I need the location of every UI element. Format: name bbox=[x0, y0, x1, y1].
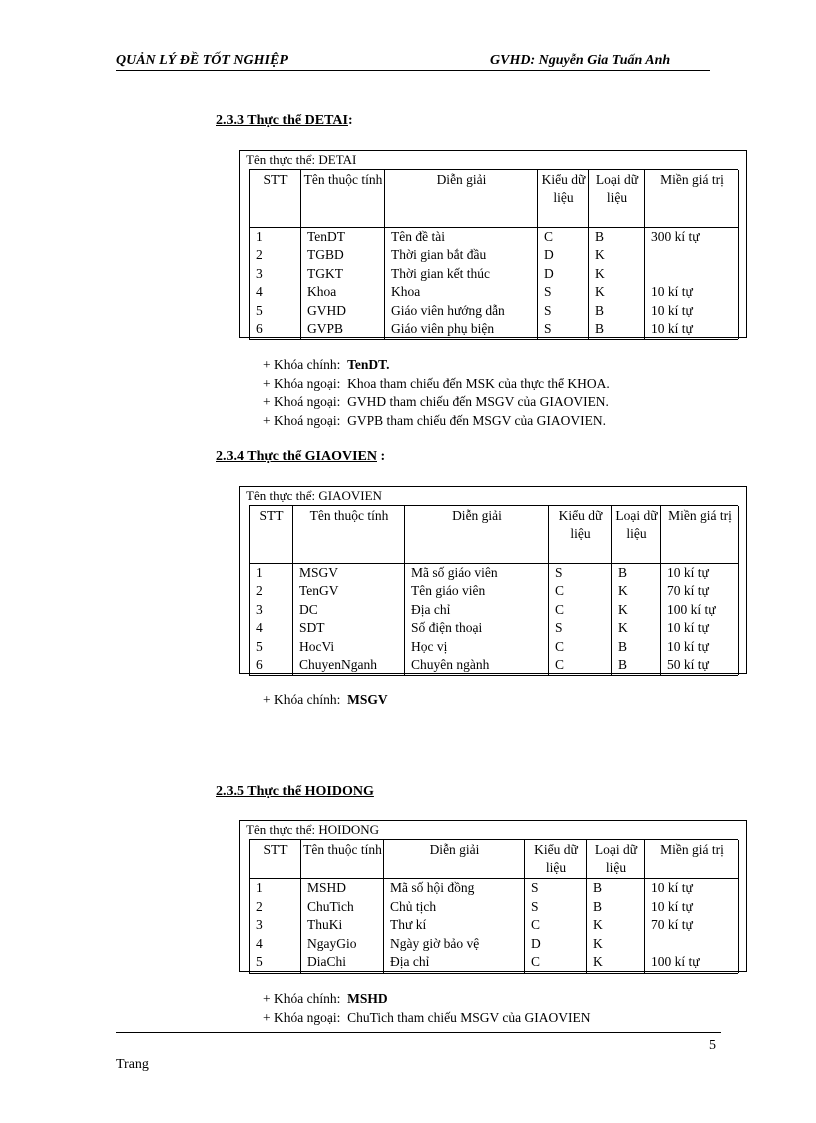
column-header-key-type: Loại dữ liệu bbox=[615, 508, 658, 541]
cell-key-type: K bbox=[595, 247, 605, 263]
attribute-table bbox=[249, 169, 738, 340]
cell-description: Ngày giờ bảo vệ bbox=[390, 935, 480, 951]
key-note-prefix: + Khóa chính: bbox=[263, 692, 348, 707]
cell-domain: 10 kí tự bbox=[651, 284, 693, 300]
cell-data-type: S bbox=[531, 898, 539, 914]
cell-key-type: K bbox=[595, 284, 605, 300]
column-header-attribute: Tên thuộc tính bbox=[303, 842, 382, 857]
column-divider bbox=[384, 170, 385, 339]
column-header-description: Diễn giải bbox=[429, 842, 480, 857]
key-note-prefix: + Khóa chính: bbox=[263, 991, 348, 1006]
cell-domain: 10 kí tự bbox=[651, 880, 693, 895]
section-title-text: 2.3.5 Thực thể HOIDONG bbox=[216, 784, 374, 799]
cell-domain: 10 kí tự bbox=[667, 565, 709, 580]
column-divider bbox=[738, 506, 739, 675]
key-note bbox=[263, 692, 388, 708]
cell-data-type: D bbox=[531, 935, 541, 951]
column-header-stt: STT bbox=[263, 842, 288, 857]
cell-data-type: S bbox=[544, 321, 552, 336]
cell-stt: 5 bbox=[256, 302, 263, 318]
key-note-text: GVPB tham chiếu đến MSGV của GIAOVIEN. bbox=[347, 412, 606, 428]
cell-domain: 70 kí tự bbox=[651, 917, 693, 933]
column-header-domain: Miền giá trị bbox=[660, 172, 724, 187]
cell-data-type: S bbox=[544, 302, 552, 318]
cell-key-type: B bbox=[595, 229, 605, 244]
cell-key-type: B bbox=[618, 638, 628, 654]
cell-data-type: C bbox=[555, 583, 565, 599]
header-title: QUẢN LÝ ĐỀ TỐT NGHIỆP bbox=[116, 53, 288, 68]
cell-domain: 100 kí tự bbox=[667, 601, 716, 617]
entity-name-label: Tên thực thể: HOIDONG bbox=[246, 822, 380, 837]
cell-description: Chủ tịch bbox=[390, 898, 437, 914]
cell-attribute: TenGV bbox=[299, 583, 339, 599]
column-header-key-type: Loại dữ liệu bbox=[595, 172, 639, 205]
cell-attribute: MSGV bbox=[299, 565, 339, 580]
cell-attribute: SDT bbox=[299, 620, 325, 636]
cell-description: Giáo viên hướng dẫn bbox=[391, 302, 505, 318]
cell-key-type: K bbox=[593, 935, 603, 951]
column-header-stt: STT bbox=[259, 508, 284, 523]
key-note-text: GVHD tham chiếu đến MSGV của GIAOVIEN. bbox=[347, 394, 609, 409]
cell-domain: 70 kí tự bbox=[667, 583, 709, 599]
cell-attribute: DiaChi bbox=[307, 954, 346, 970]
cell-stt: 5 bbox=[256, 954, 263, 970]
cell-domain: 50 kí tự bbox=[667, 657, 709, 672]
cell-data-type: S bbox=[555, 620, 563, 636]
column-divider bbox=[292, 506, 293, 675]
section-title-suffix: : bbox=[347, 113, 353, 128]
key-note-key: TenDT. bbox=[347, 357, 390, 372]
cell-stt: 6 bbox=[256, 657, 263, 672]
cell-attribute: TGBD bbox=[307, 247, 344, 263]
section-title bbox=[216, 784, 374, 800]
cell-domain: 100 kí tự bbox=[651, 954, 700, 970]
cell-description: Thời gian kết thúc bbox=[391, 265, 490, 281]
page-number: 5 bbox=[709, 1038, 716, 1053]
cell-stt: 3 bbox=[256, 917, 263, 933]
column-header-domain: Miền giá trị bbox=[660, 842, 724, 857]
cell-data-type: C bbox=[544, 229, 554, 244]
header-divider bbox=[116, 70, 710, 71]
cell-key-type: B bbox=[593, 880, 603, 895]
cell-stt: 3 bbox=[256, 265, 263, 281]
cell-domain: 10 kí tự bbox=[667, 620, 709, 636]
cell-stt: 5 bbox=[256, 638, 263, 654]
key-note-prefix: + Khóa ngoại: bbox=[263, 1009, 348, 1025]
cell-stt: 4 bbox=[256, 284, 263, 300]
cell-attribute: ChuyenNganh bbox=[299, 657, 377, 672]
cell-data-type: C bbox=[531, 954, 541, 970]
key-note-key: MSGV bbox=[347, 692, 388, 707]
cell-stt: 4 bbox=[256, 620, 263, 636]
cell-key-type: B bbox=[595, 302, 605, 318]
key-note-key: MSHD bbox=[347, 991, 388, 1006]
entity-name-label: Tên thực thể: DETAI bbox=[246, 152, 357, 167]
key-note-text: Khoa tham chiếu đến MSK của thực thể KHOA. bbox=[347, 375, 610, 391]
key-note-text: ChuTich tham chiếu MSGV của GIAOVIEN bbox=[347, 1009, 591, 1025]
cell-description: Địa chỉ bbox=[390, 954, 430, 970]
section-title-text: 2.3.3 Thực thể DETAI bbox=[216, 113, 348, 128]
entity-name-label: Tên thực thể: GIAOVIEN bbox=[246, 488, 382, 503]
column-header-key-type: Loại dữ liệu bbox=[594, 842, 638, 875]
cell-attribute: ThuKi bbox=[307, 917, 343, 933]
cell-attribute: TenDT bbox=[307, 229, 346, 244]
key-note-prefix: + Khóa ngoại: bbox=[263, 375, 348, 391]
cell-key-type: K bbox=[618, 620, 628, 636]
attribute-table bbox=[249, 505, 738, 676]
cell-stt: 2 bbox=[256, 583, 263, 599]
key-note bbox=[263, 1010, 590, 1026]
cell-attribute: HocVi bbox=[299, 638, 335, 654]
cell-domain: 300 kí tự bbox=[651, 229, 700, 244]
cell-key-type: K bbox=[595, 265, 605, 281]
column-divider bbox=[738, 170, 739, 339]
cell-data-type: C bbox=[531, 917, 541, 933]
key-note bbox=[263, 394, 609, 410]
cell-stt: 2 bbox=[256, 898, 263, 914]
cell-data-type: C bbox=[555, 601, 565, 617]
cell-domain: 10 kí tự bbox=[651, 898, 693, 914]
cell-attribute: MSHD bbox=[307, 880, 347, 895]
section-title-text: 2.3.4 Thực thể GIAOVIEN bbox=[216, 449, 377, 464]
column-header-attribute: Tên thuộc tính bbox=[303, 172, 383, 187]
cell-attribute: NgayGio bbox=[307, 935, 357, 951]
cell-domain: 10 kí tự bbox=[667, 638, 709, 654]
cell-attribute: Khoa bbox=[307, 284, 337, 300]
cell-description: Giáo viên phụ biện bbox=[391, 321, 495, 336]
cell-stt: 1 bbox=[256, 565, 263, 580]
cell-stt: 1 bbox=[256, 880, 263, 895]
cell-description: Thư kí bbox=[390, 917, 427, 933]
column-header-domain: Miền giá trị bbox=[668, 508, 732, 523]
column-header-data-type: Kiểu dữ liệu bbox=[541, 172, 586, 205]
cell-stt: 4 bbox=[256, 935, 263, 951]
cell-description: Tên đề tài bbox=[391, 229, 445, 244]
cell-data-type: S bbox=[544, 284, 552, 300]
column-divider bbox=[300, 170, 301, 339]
cell-stt: 3 bbox=[256, 601, 263, 617]
cell-key-type: K bbox=[593, 954, 603, 970]
cell-data-type: D bbox=[544, 265, 554, 281]
cell-attribute: GVPB bbox=[307, 321, 344, 336]
cell-description: Thời gian bắt đầu bbox=[391, 247, 487, 263]
cell-key-type: K bbox=[618, 601, 628, 617]
cell-description: Học vị bbox=[411, 638, 448, 654]
column-header-description: Diễn giải bbox=[436, 172, 487, 187]
cell-data-type: C bbox=[555, 657, 565, 672]
cell-description: Mã số giáo viên bbox=[411, 565, 498, 580]
cell-stt: 2 bbox=[256, 247, 263, 263]
key-note bbox=[263, 991, 388, 1007]
cell-domain: 10 kí tự bbox=[651, 321, 693, 336]
cell-stt: 6 bbox=[256, 321, 263, 336]
section-title bbox=[216, 113, 353, 129]
column-header-stt: STT bbox=[263, 172, 288, 187]
cell-domain: 10 kí tự bbox=[651, 302, 693, 318]
cell-attribute: DC bbox=[299, 601, 318, 617]
cell-data-type: S bbox=[531, 880, 539, 895]
footer-divider bbox=[116, 1032, 721, 1033]
column-header-data-type: Kiểu dữ liệu bbox=[558, 508, 603, 541]
cell-description: Số điện thoại bbox=[411, 620, 483, 636]
column-header-description: Diễn giải bbox=[452, 508, 502, 523]
cell-description: Địa chỉ bbox=[411, 601, 451, 617]
cell-attribute: ChuTich bbox=[307, 898, 354, 914]
cell-key-type: B bbox=[618, 565, 628, 580]
column-divider bbox=[300, 840, 301, 973]
cell-data-type: D bbox=[544, 247, 554, 263]
key-note-prefix: + Khoá ngoại: bbox=[263, 394, 348, 409]
key-note bbox=[263, 357, 390, 373]
column-header-data-type: Kiểu dữ liệu bbox=[534, 842, 578, 875]
cell-description: Chuyên ngành bbox=[411, 657, 490, 672]
column-divider bbox=[383, 840, 384, 973]
cell-key-type: K bbox=[618, 583, 628, 599]
cell-data-type: C bbox=[555, 638, 565, 654]
column-divider bbox=[738, 840, 739, 973]
cell-description: Mã số hội đồng bbox=[390, 880, 475, 895]
key-note-prefix: + Khoá ngoại: bbox=[263, 412, 348, 428]
cell-description: Tên giáo viên bbox=[411, 583, 486, 599]
section-title-suffix: : bbox=[377, 449, 386, 464]
key-note bbox=[263, 413, 606, 429]
cell-key-type: B bbox=[618, 657, 628, 672]
section-title bbox=[216, 449, 385, 465]
cell-description: Khoa bbox=[391, 284, 421, 300]
key-note-prefix: + Khóa chính: bbox=[263, 357, 348, 372]
cell-key-type: K bbox=[593, 917, 603, 933]
key-note bbox=[263, 376, 610, 392]
header-advisor: GVHD: Nguyễn Gia Tuấn Anh bbox=[490, 53, 671, 68]
attribute-table bbox=[249, 839, 738, 974]
cell-key-type: B bbox=[595, 321, 605, 336]
cell-stt: 1 bbox=[256, 229, 263, 244]
footer-text: Trang bbox=[116, 1057, 149, 1072]
cell-data-type: S bbox=[555, 565, 563, 580]
column-header-attribute: Tên thuộc tính bbox=[309, 508, 389, 523]
cell-key-type: B bbox=[593, 898, 603, 914]
column-divider bbox=[404, 506, 405, 675]
cell-attribute: TGKT bbox=[307, 265, 343, 281]
cell-attribute: GVHD bbox=[307, 302, 346, 318]
